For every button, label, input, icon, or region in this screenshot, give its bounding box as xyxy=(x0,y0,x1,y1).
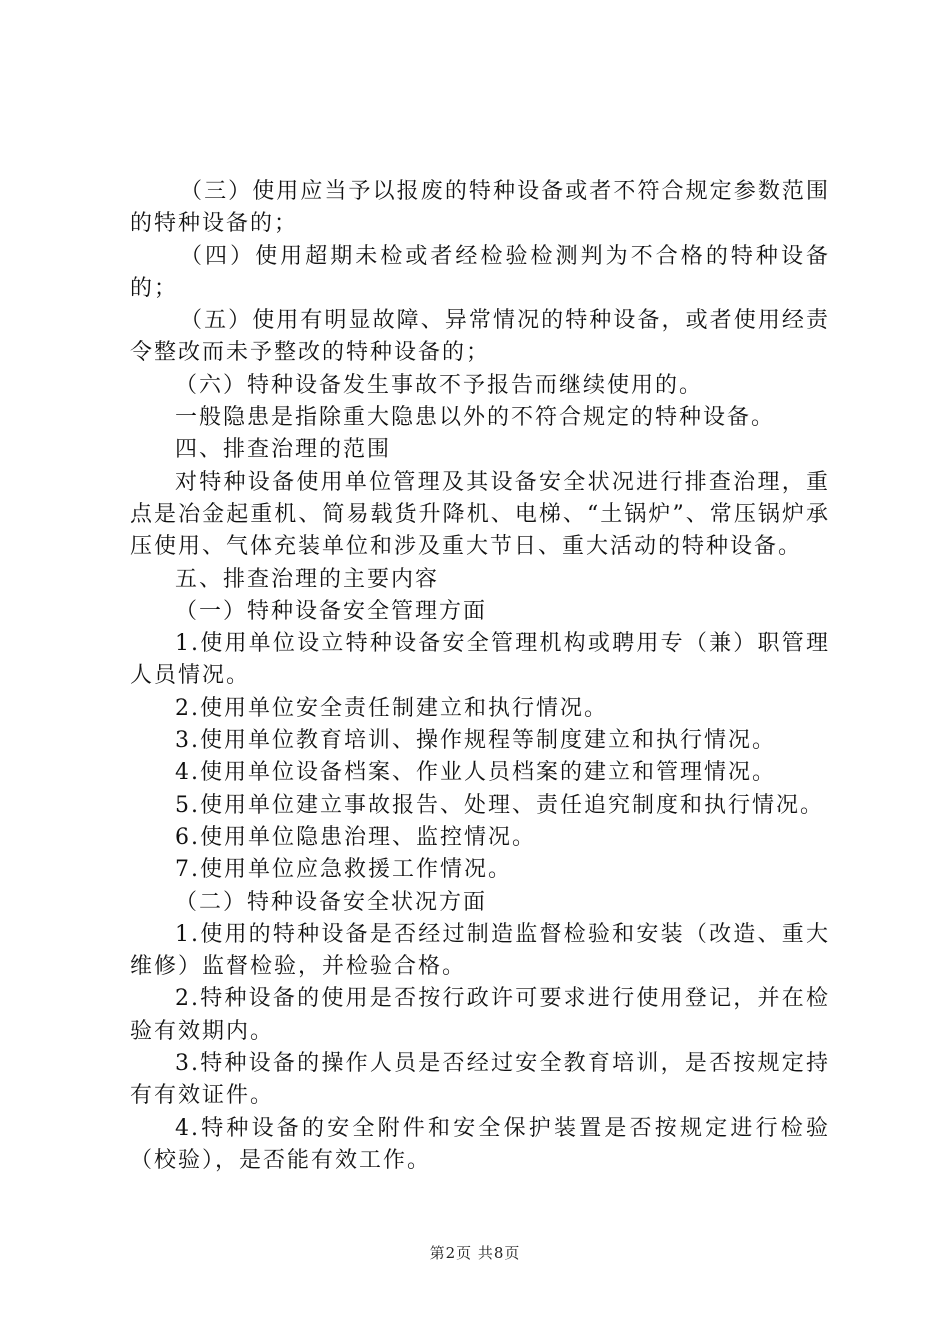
paragraph-item-4: （四）使用超期未检或者经检验检测判为不合格的特种设备的； xyxy=(130,243,830,301)
subheading-management: （一）特种设备安全管理方面 xyxy=(175,598,488,624)
list-item-management-7: 7.使用单位应急救援工作情况。 xyxy=(175,857,512,883)
paragraph-item-3: （三）使用应当予以报废的特种设备或者不符合规定参数范围的特种设备的； xyxy=(130,179,830,237)
document-body xyxy=(130,176,830,1177)
paragraph-general-hazard: 一般隐患是指除重大隐患以外的不符合规定的特种设备。 xyxy=(175,405,776,431)
paragraph-item-5: （五）使用有明显故障、异常情况的特种设备，或者使用经责令整改而未予整改的特种设备的； xyxy=(130,308,830,366)
section-heading-main-content: 五、排查治理的主要内容 xyxy=(175,566,440,592)
list-item-management-2: 2.使用单位安全责任制建立和执行情况。 xyxy=(175,695,608,721)
paragraph-scope: 对特种设备使用单位管理及其设备安全状况进行排查治理，重点是冶金起重机、简易载货升降机、电梯、“土锅炉”、常压锅炉承压使用、气体充装单位和涉及重大节日、重大活动的特种设备。 xyxy=(130,469,830,560)
subheading-safety-status: （二）特种设备安全状况方面 xyxy=(175,889,488,915)
list-item-status-4: 4.特种设备的安全附件和安全保护装置是否按规定进行检验（校验），是否能有效工作。 xyxy=(130,1115,830,1173)
list-item-management-4: 4.使用单位设备档案、作业人员档案的建立和管理情况。 xyxy=(175,760,776,786)
list-item-management-6: 6.使用单位隐患治理、监控情况。 xyxy=(175,824,536,850)
section-heading-scope: 四、排查治理的范围 xyxy=(175,437,392,463)
list-item-management-1: 1.使用单位设立特种设备安全管理机构或聘用专（兼）职管理人员情况。 xyxy=(130,631,830,689)
page-number-footer: 第2页 共8页 xyxy=(429,1244,521,1262)
list-item-management-5: 5.使用单位建立事故报告、处理、责任追究制度和执行情况。 xyxy=(175,792,824,818)
list-item-status-3: 3.特种设备的操作人员是否经过安全教育培训，是否按规定持有有效证件。 xyxy=(130,1051,830,1109)
list-item-status-1: 1.使用的特种设备是否经过制造监督检验和安装（改造、重大维修）监督检验，并检验合格。 xyxy=(130,921,830,980)
list-item-status-2: 2.特种设备的使用是否按行政许可要求进行使用登记，并在检验有效期内。 xyxy=(130,986,830,1044)
list-item-management-3: 3.使用单位教育培训、操作规程等制度建立和执行情况。 xyxy=(175,728,776,754)
paragraph-item-6: （六）特种设备发生事故不予报告而继续使用的。 xyxy=(175,372,704,398)
